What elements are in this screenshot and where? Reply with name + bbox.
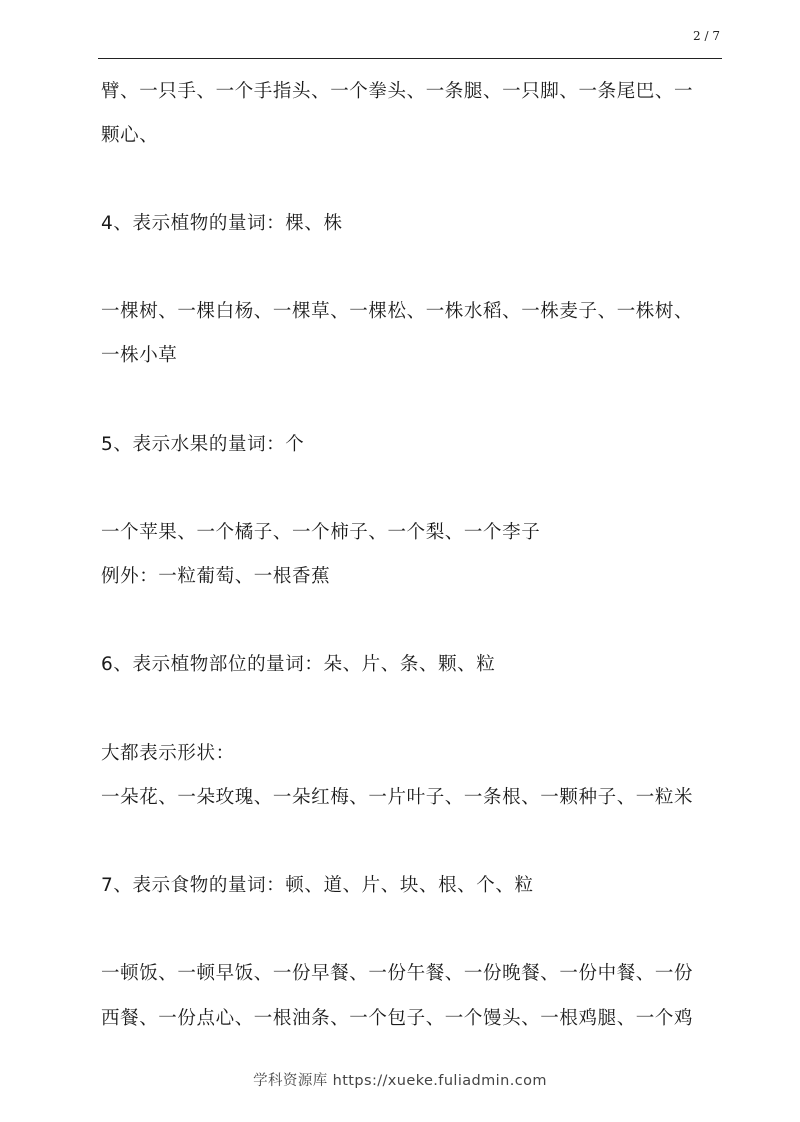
section-heading: 4、表示植物的量词：棵、株 (101, 213, 343, 234)
body-line: 一顿饭、一顿早饭、一份早餐、一份午餐、一份晚餐、一份中餐、一份 (101, 963, 694, 984)
body-line: 例外：一粒葡萄、一根香蕉 (101, 566, 331, 587)
section-heading: 5、表示水果的量词：个 (101, 434, 305, 455)
section-heading: 7、表示食物的量词：顿、道、片、块、根、个、粒 (101, 875, 534, 896)
body-line: 一个苹果、一个橘子、一个柿子、一个梨、一个李子 (101, 522, 541, 543)
page-number: 2 / 7 (693, 29, 720, 43)
body-line: 大都表示形状： (101, 743, 235, 764)
body-line: 一棵树、一棵白杨、一棵草、一棵松、一株水稻、一株麦子、一株树、 (101, 301, 694, 322)
body-line: 一株小草 (101, 345, 178, 366)
body-line: 臂、一只手、一个手指头、一个拳头、一条腿、一只脚、一条尾巴、一 (101, 81, 694, 102)
body-line: 颗心、 (101, 125, 159, 146)
footer-source-link: 学科资源库 https://xueke.fuliadmin.com (253, 1073, 547, 1089)
body-line: 一朵花、一朵玫瑰、一朵红梅、一片叶子、一条根、一颗种子、一粒米 (101, 787, 694, 808)
section-heading: 6、表示植物部位的量词：朵、片、条、颗、粒 (101, 654, 496, 675)
body-line: 西餐、一份点心、一根油条、一个包子、一个馒头、一根鸡腿、一个鸡 (101, 1008, 694, 1029)
